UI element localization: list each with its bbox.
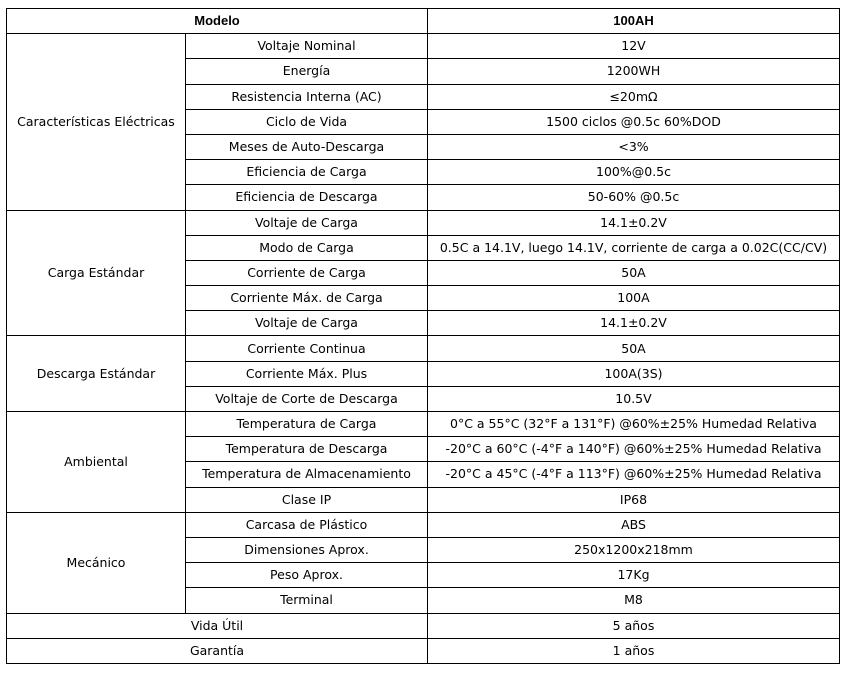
- group-label: Mecánico: [7, 512, 186, 613]
- spec-value: 0.5C a 14.1V, luego 14.1V, corriente de carga a 0.02C(CC/CV): [428, 235, 840, 260]
- spec-value: IP68: [428, 487, 840, 512]
- footer-value: 5 años: [428, 613, 840, 638]
- spec-value: 50-60% @0.5c: [428, 185, 840, 210]
- spec-param: Ciclo de Vida: [186, 109, 428, 134]
- footer-label: Vida Útil: [7, 613, 428, 638]
- spec-param: Terminal: [186, 588, 428, 613]
- spec-param: Temperatura de Almacenamiento: [186, 462, 428, 487]
- spec-param: Clase IP: [186, 487, 428, 512]
- header-label: Modelo: [7, 9, 428, 34]
- spec-param: Voltaje de Carga: [186, 210, 428, 235]
- group-label: Descarga Estándar: [7, 336, 186, 412]
- footer-row: [7, 613, 840, 638]
- spec-param: Corriente Continua: [186, 336, 428, 361]
- spec-param: Peso Aprox.: [186, 563, 428, 588]
- spec-param: Corriente Máx. Plus: [186, 361, 428, 386]
- spec-value: 100A: [428, 286, 840, 311]
- spec-param: Corriente de Carga: [186, 260, 428, 285]
- spec-value: 50A: [428, 260, 840, 285]
- spec-param: Corriente Máx. de Carga: [186, 286, 428, 311]
- spec-value: 50A: [428, 336, 840, 361]
- spec-param: Eficiencia de Carga: [186, 160, 428, 185]
- spec-value: 0°C a 55°C (32°F a 131°F) @60%±25% Humedad Relativa: [428, 412, 840, 437]
- spec-value: -20°C a 45°C (-4°F a 113°F) @60%±25% Humedad Relativa: [428, 462, 840, 487]
- spec-value: <3%: [428, 134, 840, 159]
- spec-value: 1200WH: [428, 59, 840, 84]
- spec-row: [7, 34, 840, 59]
- spec-row: [7, 210, 840, 235]
- footer-value: 1 años: [428, 638, 840, 663]
- header-value: 100AH: [428, 9, 840, 34]
- spec-value: 100%@0.5c: [428, 160, 840, 185]
- spec-param: Energía: [186, 59, 428, 84]
- spec-param: Carcasa de Plástico: [186, 512, 428, 537]
- spec-row: [7, 412, 840, 437]
- spec-row: [7, 512, 840, 537]
- spec-row: [7, 336, 840, 361]
- spec-value: 10.5V: [428, 386, 840, 411]
- spec-param: Modo de Carga: [186, 235, 428, 260]
- spec-param: Temperatura de Carga: [186, 412, 428, 437]
- spec-param: Eficiencia de Descarga: [186, 185, 428, 210]
- specs-table: [6, 8, 840, 664]
- spec-param: Meses de Auto-Descarga: [186, 134, 428, 159]
- spec-param: Voltaje de Carga: [186, 311, 428, 336]
- spec-param: Temperatura de Descarga: [186, 437, 428, 462]
- spec-value: M8: [428, 588, 840, 613]
- group-label: Carga Estándar: [7, 210, 186, 336]
- spec-value: 14.1±0.2V: [428, 311, 840, 336]
- spec-value: ABS: [428, 512, 840, 537]
- spec-value: 14.1±0.2V: [428, 210, 840, 235]
- footer-label: Garantía: [7, 638, 428, 663]
- spec-value: 1500 ciclos @0.5c 60%DOD: [428, 109, 840, 134]
- spec-value: -20°C a 60°C (-4°F a 140°F) @60%±25% Humedad Relativa: [428, 437, 840, 462]
- spec-value: 17Kg: [428, 563, 840, 588]
- spec-param: Voltaje Nominal: [186, 34, 428, 59]
- spec-value: ≤20mΩ: [428, 84, 840, 109]
- group-label: Ambiental: [7, 412, 186, 513]
- group-label: Características Eléctricas: [7, 34, 186, 210]
- spec-value: 100A(3S): [428, 361, 840, 386]
- footer-row: [7, 638, 840, 663]
- spec-param: Resistencia Interna (AC): [186, 84, 428, 109]
- header-row: [7, 9, 840, 34]
- spec-value: 12V: [428, 34, 840, 59]
- spec-param: Dimensiones Aprox.: [186, 537, 428, 562]
- spec-value: 250x1200x218mm: [428, 537, 840, 562]
- spec-param: Voltaje de Corte de Descarga: [186, 386, 428, 411]
- specs-table-body: [7, 9, 840, 664]
